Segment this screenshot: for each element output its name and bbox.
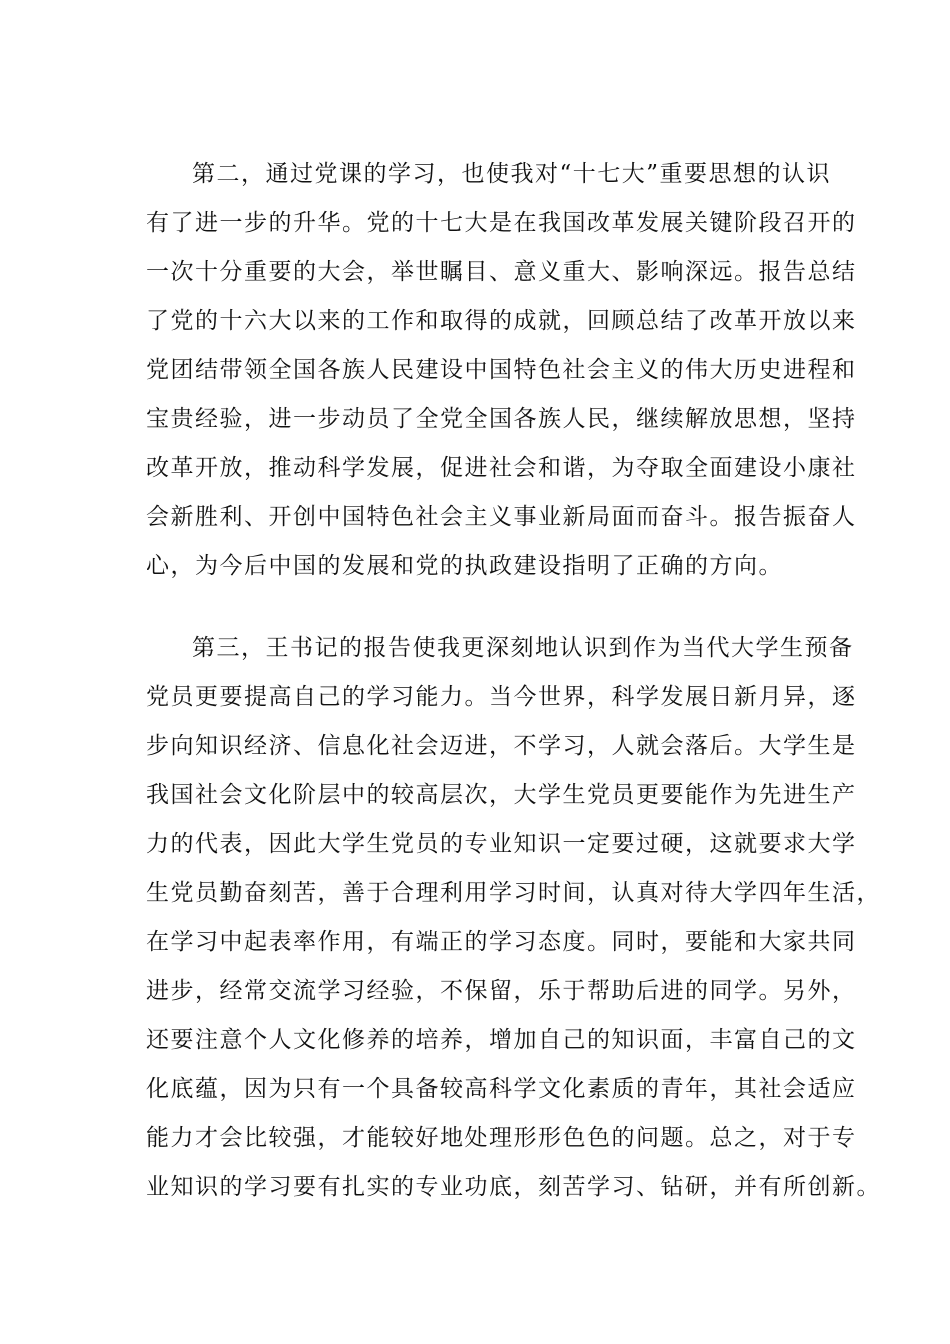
paragraph-third-point <box>146 624 881 1212</box>
paragraph-second-point <box>146 150 857 591</box>
text-line: 在学习中起表率作用，有端正的学习态度。同时，要能和大家共同 <box>146 929 857 955</box>
text-line: 党团结带领全国各族人民建设中国特色社会主义的伟大历史进程和 <box>146 357 857 383</box>
text-line: 进步，经常交流学习经验，不保留，乐于帮助后进的同学。另外， <box>146 978 857 1004</box>
text-line: 宝贵经验，进一步动员了全党全国各族人民，继续解放思想，坚持 <box>146 406 857 432</box>
text-line: 能力才会比较强，才能较好地处理形形色色的问题。总之，对于专 <box>146 1125 857 1151</box>
text-line: 党员更要提高自己的学习能力。当今世界，科学发展日新月异，逐 <box>146 684 857 710</box>
text-line: 我国社会文化阶层中的较高层次，大学生党员更要能作为先进生产 <box>146 782 857 808</box>
text-line: 了党的十六大以来的工作和取得的成就，回顾总结了改革开放以来 <box>146 308 857 334</box>
text-line: 第三，王书记的报告使我更深刻地认识到作为当代大学生预备 <box>192 635 854 661</box>
text-line: 力的代表，因此大学生党员的专业知识一定要过硬，这就要求大学 <box>146 831 857 857</box>
text-line: 心，为今后中国的发展和党的执政建设指明了正确的方向。 <box>146 553 783 579</box>
text-line: 改革开放，推动科学发展，促进社会和谐，为夺取全面建设小康社 <box>146 455 857 481</box>
text-line: 业知识的学习要有扎实的专业功底，刻苦学习、钻研，并有所创新。 <box>146 1174 881 1200</box>
text-line: 有了进一步的升华。党的十七大是在我国改革发展关键阶段召开的 <box>146 210 857 236</box>
text-line: 化底蕴，因为只有一个具备较高科学文化素质的青年，其社会适应 <box>146 1076 857 1102</box>
text-line: 会新胜利、开创中国特色社会主义事业新局面而奋斗。报告振奋人 <box>146 504 857 530</box>
text-line: 还要注意个人文化修养的培养，增加自己的知识面，丰富自己的文 <box>146 1027 857 1053</box>
text-line: 第二，通过党课的学习，也使我对“十七大”重要思想的认识 <box>192 161 832 187</box>
text-line: 步向知识经济、信息化社会迈进，不学习，人就会落后。大学生是 <box>146 733 857 759</box>
text-line: 生党员勤奋刻苦，善于合理利用学习时间，认真对待大学四年生活， <box>146 880 881 906</box>
text-line: 一次十分重要的大会，举世瞩目、意义重大、影响深远。报告总结 <box>146 259 857 285</box>
